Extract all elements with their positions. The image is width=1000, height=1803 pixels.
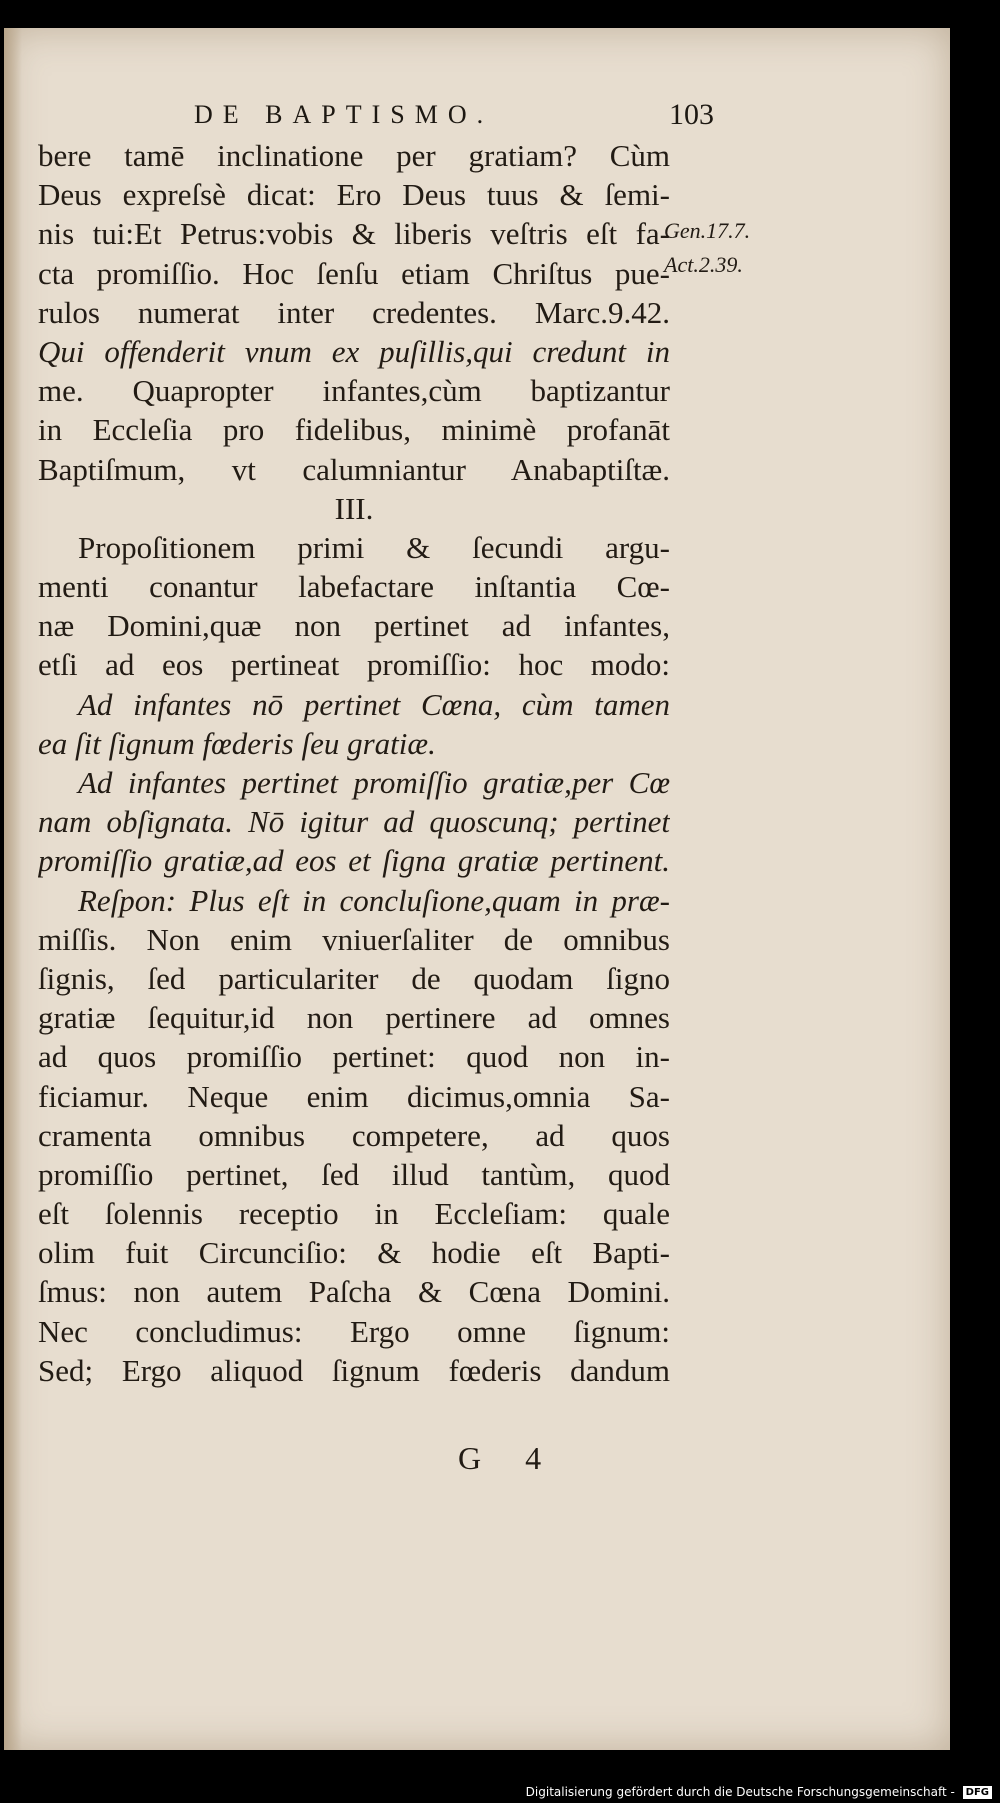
page-number: 103 [669, 98, 714, 131]
text-line: cta promiſſio. Hoc ſenſu etiam Chriſtus pue- [38, 255, 670, 291]
margin-note: Gen.17.7. [664, 218, 751, 243]
text-line: bere tamē inclinatione per gratiam? Cùm [38, 138, 670, 173]
text-line: gratiæ ſequitur,id non pertinere ad omnes [38, 1000, 670, 1036]
text-line: Deus expreſsè dicat: Ero Deus tuus & ſemi- [38, 177, 670, 213]
text-line: promiſſio pertinet, ſed illud tantùm, quod [38, 1156, 670, 1192]
dfg-logo: DFG [963, 1786, 992, 1799]
text-line: næ Domini,quæ non pertinet ad infantes, [38, 608, 670, 644]
signature-mark: G 4 [458, 1440, 560, 1476]
text-line: promiſſio gratiæ,ad eos et ſigna gratiæ pertinent. [38, 843, 670, 879]
text-line: Baptiſmum, vt calumniantur Anabaptiſtæ. [38, 451, 670, 487]
text-line: ſmus: non autem Paſcha & Cœna Domini. [38, 1274, 670, 1310]
text-line: ad quos promiſſio pertinet: quod non in- [38, 1039, 670, 1075]
text-line: III. [334, 490, 374, 526]
text-line: Sed; Ergo aliquod ſignum fœderis dandum [38, 1352, 670, 1388]
text-line: nam obſignata. Nō igitur ad quoscunq; pertinet [38, 804, 670, 840]
text-line: Nec concludimus: Ergo omne ſignum: [38, 1313, 670, 1349]
text-line: eſt ſolennis receptio in Eccleſiam: quale [38, 1196, 670, 1232]
text-line: nis tui:Et Petrus:vobis & liberis veſtris eſt fa- [38, 216, 670, 252]
text-line: Qui offenderit vnum ex puſillis,qui credunt in [38, 333, 670, 369]
text-line: etſi ad eos pertineat promiſſio: hoc modo: [38, 647, 670, 683]
text-line: in Eccleſia pro fidelibus, minimè profanāt [38, 412, 670, 448]
text-line: miſſis. Non enim vniuerſaliter de omnibus [38, 921, 670, 957]
text-line: ficiamur. Neque enim dicimus,omnia Sa- [38, 1078, 670, 1114]
page-body-text [38, 136, 670, 1390]
book-page [4, 28, 950, 1750]
text-line: ea ſit ſignum fœderis ſeu gratiæ. [38, 725, 436, 761]
text-line: rulos numerat inter credentes. Marc.9.42. [38, 294, 670, 330]
running-title: DE BAPTISMO. [194, 100, 494, 129]
text-line: menti conantur labefactare inſtantia Cœ- [38, 569, 670, 605]
digitization-credit [526, 1785, 992, 1799]
text-line: ſignis, ſed particulariter de quodam ſigno [38, 960, 670, 996]
text-line: cramenta omnibus competere, ad quos [38, 1117, 670, 1153]
margin-note: Act.2.39. [664, 252, 743, 277]
text-line: Propoſitionem primi & ſecundi argu- [78, 529, 670, 565]
text-line: Reſpon: Plus eſt in concluſione,quam in præ- [78, 882, 670, 918]
text-line: me. Quapropter infantes,cùm baptizantur [38, 373, 670, 409]
text-line: Ad infantes pertinet promiſſio gratiæ,per Cœ [78, 765, 670, 800]
margin-notes [664, 218, 814, 286]
text-line: Ad infantes nō pertinet Cœna, cùm tamen [78, 686, 670, 722]
credit-text: Digitalisierung gefördert durch die Deutsche Forschungsgemeinschaft - [525, 1785, 955, 1799]
text-line: olim fuit Circunciſio: & hodie eſt Bapti- [38, 1235, 670, 1271]
